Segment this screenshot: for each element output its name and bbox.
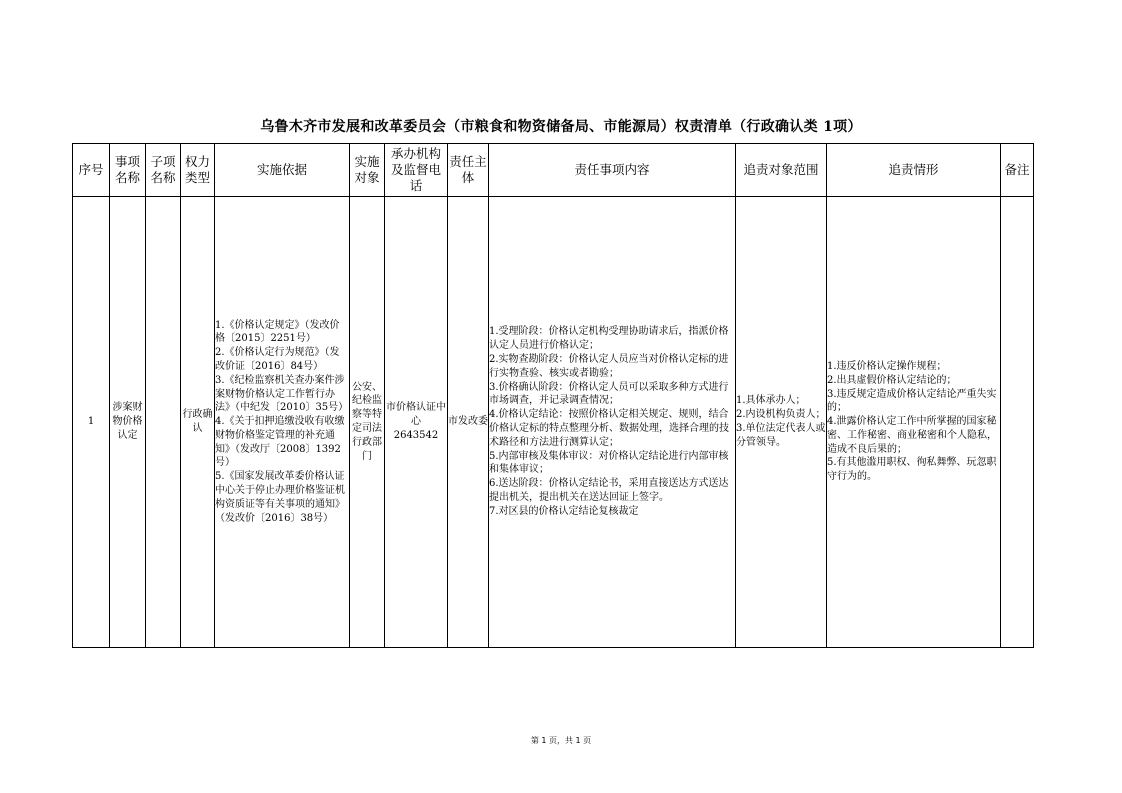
circumstance-item: 4.泄露价格认定工作中所掌握的国家秘密、工作秘密、商业秘密和个人隐私，造成不良后果的； — [827, 416, 997, 455]
cell-seq: 1 — [73, 197, 110, 648]
scope-item: 3.单位法定代表人或分管领导。 — [736, 423, 826, 448]
cell-item-name: 涉案财物价格认定 — [110, 197, 146, 648]
header-target: 实施对象 — [350, 144, 385, 197]
duty-item: 7.对区县的价格认定结论复核裁定 — [489, 505, 639, 517]
duty-item: 1.受理阶段：价格认定机构受理协助请求后，指派价格认定人员进行价格认定； — [489, 326, 729, 352]
header-row — [73, 144, 1034, 197]
scope-item: 1.具体承办人； — [736, 395, 806, 407]
duty-item: 4.价格认定结论：按照价格认定相关规定、规则，结合价格认定标的特点整理分析、数据处理，选择合理的技术路径和方法进行测算认定； — [489, 409, 729, 448]
header-item-name: 事项名称 — [110, 144, 146, 197]
cell-power-type: 行政确认 — [181, 197, 215, 648]
basis-item: 5.《国家发展改革委价格认证中心关于停止办理价格鉴证机构资质证等有关事项的通知》（发改价〔2016〕38号） — [215, 471, 345, 524]
power-responsibility-table — [72, 143, 1034, 648]
duty-item: 6.送达阶段：价格认定结论书，采用直接送达方式送达提出机关，提出机关在送达回证上签字。 — [489, 478, 729, 503]
circumstance-item: 3.违反规定造成价格认定结论严重失实的； — [827, 388, 997, 414]
header-agency: 承办机构及监督电话 — [385, 144, 448, 197]
header-duties: 责任事项内容 — [489, 144, 736, 197]
header-subject: 责任主体 — [448, 144, 489, 197]
basis-item: 1.《价格认定规定》（发改价格〔2015〕2251号） — [215, 319, 340, 345]
agency-name: 市价格认证中心 — [386, 402, 446, 428]
header-circumstances: 追责情形 — [827, 144, 1001, 197]
cell-remarks — [1001, 197, 1034, 648]
duty-item: 3.价格确认阶段：价格认定人员可以采取多种方式进行市场调查，并记录调查情况； — [489, 381, 729, 407]
agency-phone: 2643542 — [393, 429, 439, 441]
duty-item: 2.实物查勘阶段：价格认定人员应当对价格认定标的进行实物查验、核实或者勘验； — [489, 354, 729, 379]
cell-scope — [736, 197, 827, 648]
duty-item: 5.内部审核及集体审议：对价格认定结论进行内部审核和集体审议； — [489, 450, 729, 476]
basis-item: 3.《纪检监察机关查办案件涉案财物价格认定工作暂行办法》（中纪发〔2010〕35号） — [215, 374, 349, 414]
cell-agency — [385, 197, 448, 648]
cell-sub-item — [146, 197, 181, 648]
cell-subject: 市发改委 — [448, 197, 489, 648]
cell-circumstances — [827, 197, 1001, 648]
basis-item: 4.《关于扣押追缴没收有收缴财物价格鉴定管理的补充通知》（发改厅〔2008〕1392号） — [215, 416, 345, 469]
header-scope: 追责对象范围 — [736, 144, 827, 197]
header-remarks: 备注 — [1001, 144, 1034, 197]
circumstance-item: 2.出具虚假价格认定结论的； — [827, 374, 957, 386]
basis-item: 2.《价格认定行为规范》（发改价证〔2016〕84号） — [215, 347, 340, 372]
cell-duties — [489, 197, 736, 648]
scope-item: 2.内设机构负责人； — [736, 409, 826, 421]
header-basis: 实施依据 — [215, 144, 350, 197]
header-sub-item: 子项名称 — [146, 144, 181, 197]
cell-target: 公安、纪检监察等特定司法行政部门 — [350, 197, 385, 648]
circumstance-item: 1.违反价格认定操作规程； — [827, 360, 947, 372]
circumstance-item: 5.有其他滥用职权、徇私舞弊、玩忽职守行为的。 — [827, 457, 997, 483]
header-power-type: 权力类型 — [181, 144, 215, 197]
page-number: 第 1 页，共 1 页 — [530, 736, 592, 745]
header-seq: 序号 — [73, 144, 110, 197]
cell-basis — [215, 197, 350, 648]
table-row — [73, 197, 1034, 648]
page-title: 乌鲁木齐市发展和改革委员会（市粮食和物资储备局、市能源局）权责清单（行政确认类 1项） — [260, 119, 862, 135]
